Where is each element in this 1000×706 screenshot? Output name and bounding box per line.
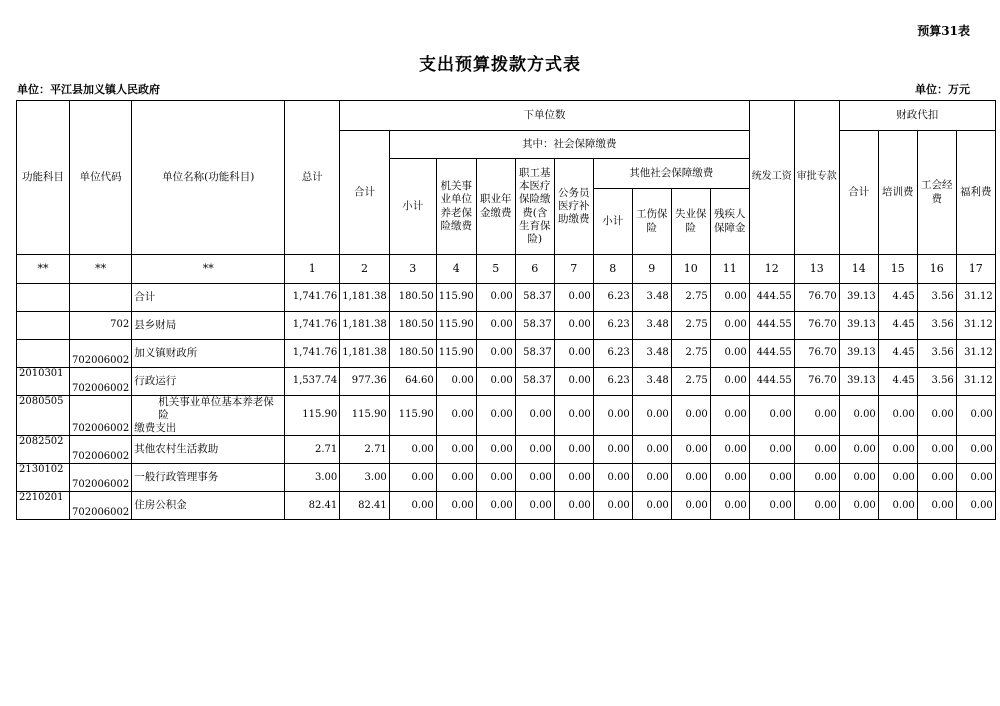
header-welfare: 福利费 — [956, 131, 995, 255]
value-cell: 3.56 — [917, 284, 956, 312]
index-cell: 16 — [917, 255, 956, 284]
header-other-subtotal: 小计 — [593, 189, 632, 255]
value-cell: 444.55 — [749, 340, 794, 368]
value-cell: 115.90 — [340, 396, 390, 436]
unit-label: 单位：平江县加义镇人民政府 — [17, 83, 160, 96]
unit-code-cell: 702006002 — [70, 368, 132, 396]
value-cell: 0.00 — [917, 464, 956, 492]
value-cell: 76.70 — [794, 340, 839, 368]
value-cell: 0.00 — [671, 396, 710, 436]
index-cell: 9 — [632, 255, 671, 284]
value-cell: 1,741.76 — [285, 312, 340, 340]
value-cell: 0.00 — [671, 436, 710, 464]
header-special: 审批专款 — [794, 101, 839, 255]
header-pension: 机关事业单位养老保险缴费 — [436, 159, 476, 255]
value-cell: 0.00 — [749, 436, 794, 464]
value-cell: 2.75 — [671, 284, 710, 312]
index-cell: 3 — [389, 255, 436, 284]
value-cell: 4.45 — [878, 284, 917, 312]
value-cell: 39.13 — [839, 312, 878, 340]
value-cell: 31.12 — [956, 340, 995, 368]
value-cell: 0.00 — [917, 492, 956, 520]
value-cell: 4.45 — [878, 368, 917, 396]
value-cell: 3.48 — [632, 312, 671, 340]
value-cell: 2.71 — [340, 436, 390, 464]
value-cell: 39.13 — [839, 284, 878, 312]
value-cell: 31.12 — [956, 312, 995, 340]
func-subject-cell: 2130102 — [17, 464, 70, 492]
value-cell: 3.48 — [632, 368, 671, 396]
index-cell: 4 — [436, 255, 476, 284]
value-cell: 0.00 — [554, 340, 593, 368]
value-cell: 115.90 — [389, 396, 436, 436]
value-cell: 0.00 — [632, 464, 671, 492]
value-cell: 76.70 — [794, 368, 839, 396]
value-cell: 1,741.76 — [285, 340, 340, 368]
value-cell: 0.00 — [436, 464, 476, 492]
value-cell: 115.90 — [436, 284, 476, 312]
unit-name-cell: 其他农村生活救助 — [132, 436, 285, 464]
header-total: 总计 — [285, 101, 340, 255]
func-subject-cell — [17, 284, 70, 312]
value-cell: 0.00 — [917, 396, 956, 436]
unit-code-cell: 702006002 — [70, 396, 132, 436]
table-row — [17, 396, 996, 436]
value-cell: 0.00 — [476, 464, 515, 492]
value-cell: 0.00 — [389, 492, 436, 520]
value-cell: 1,181.38 — [340, 312, 390, 340]
table-row — [17, 284, 996, 312]
table-row — [17, 368, 996, 396]
value-cell: 0.00 — [710, 312, 749, 340]
value-cell: 0.00 — [554, 492, 593, 520]
index-cell: ** — [17, 255, 70, 284]
value-cell: 180.50 — [389, 284, 436, 312]
value-cell: 3.56 — [917, 340, 956, 368]
value-cell: 115.90 — [436, 312, 476, 340]
value-cell: 3.56 — [917, 312, 956, 340]
value-cell: 0.00 — [476, 368, 515, 396]
value-cell: 0.00 — [436, 396, 476, 436]
value-cell: 0.00 — [632, 492, 671, 520]
value-cell: 2.75 — [671, 340, 710, 368]
value-cell: 31.12 — [956, 368, 995, 396]
value-cell: 6.23 — [593, 368, 632, 396]
index-cell: 2 — [340, 255, 390, 284]
value-cell: 0.00 — [878, 396, 917, 436]
value-cell: 180.50 — [389, 312, 436, 340]
header-disabled: 残疾人保障金 — [710, 189, 749, 255]
func-subject-cell: 2080505 — [17, 396, 70, 436]
value-cell: 0.00 — [794, 436, 839, 464]
value-cell: 0.00 — [593, 396, 632, 436]
value-cell: 180.50 — [389, 340, 436, 368]
value-cell: 76.70 — [794, 284, 839, 312]
value-cell: 0.00 — [710, 340, 749, 368]
value-cell: 0.00 — [632, 396, 671, 436]
value-cell: 0.00 — [878, 436, 917, 464]
header-unit-code: 单位代码 — [70, 101, 132, 255]
index-cell: 7 — [554, 255, 593, 284]
unit-code-cell: 702006002 — [70, 464, 132, 492]
unit-name-line: 缴费支出 — [134, 422, 177, 435]
value-cell: 0.00 — [436, 436, 476, 464]
value-cell: 58.37 — [515, 368, 554, 396]
value-cell: 0.00 — [554, 368, 593, 396]
value-cell: 115.90 — [285, 396, 340, 436]
index-cell: 5 — [476, 255, 515, 284]
value-cell: 0.00 — [476, 396, 515, 436]
header-func-subject: 功能科目 — [17, 101, 70, 255]
page-title: 支出预算拨款方式表 — [419, 55, 581, 75]
value-cell: 3.00 — [340, 464, 390, 492]
value-cell: 0.00 — [917, 436, 956, 464]
value-cell: 3.48 — [632, 340, 671, 368]
value-cell: 0.00 — [839, 436, 878, 464]
value-cell: 0.00 — [554, 464, 593, 492]
value-cell: 0.00 — [671, 464, 710, 492]
value-cell: 31.12 — [956, 284, 995, 312]
unit-name-cell: 县乡财局 — [132, 312, 285, 340]
unit-name-cell: 一般行政管理事务 — [132, 464, 285, 492]
value-cell: 58.37 — [515, 284, 554, 312]
value-cell: 58.37 — [515, 312, 554, 340]
table-number: 预算31表 — [917, 24, 970, 38]
value-cell: 0.00 — [476, 340, 515, 368]
header-injury: 工伤保险 — [632, 189, 671, 255]
value-cell: 0.00 — [515, 436, 554, 464]
value-cell: 0.00 — [749, 464, 794, 492]
budget-table — [16, 100, 996, 520]
table-row — [17, 464, 996, 492]
value-cell: 4.45 — [878, 340, 917, 368]
index-cell: 14 — [839, 255, 878, 284]
value-cell: 0.00 — [436, 368, 476, 396]
value-cell: 444.55 — [749, 284, 794, 312]
value-cell: 1,741.76 — [285, 284, 340, 312]
header-other-social: 其他社会保障缴费 — [593, 159, 749, 189]
index-cell: 8 — [593, 255, 632, 284]
value-cell: 6.23 — [593, 284, 632, 312]
value-cell: 0.00 — [710, 368, 749, 396]
value-cell: 2.71 — [285, 436, 340, 464]
value-cell: 0.00 — [710, 436, 749, 464]
value-cell: 1,181.38 — [340, 284, 390, 312]
value-cell: 0.00 — [554, 284, 593, 312]
value-cell: 3.56 — [917, 368, 956, 396]
value-cell: 0.00 — [515, 464, 554, 492]
value-cell: 0.00 — [593, 464, 632, 492]
value-cell: 0.00 — [389, 464, 436, 492]
value-cell: 0.00 — [515, 396, 554, 436]
index-cell: 17 — [956, 255, 995, 284]
header-union: 工会经费 — [917, 131, 956, 255]
value-cell: 0.00 — [794, 464, 839, 492]
table-row — [17, 436, 996, 464]
value-cell: 0.00 — [749, 396, 794, 436]
value-cell: 0.00 — [956, 436, 995, 464]
func-subject-cell: 2210201 — [17, 492, 70, 520]
value-cell: 0.00 — [710, 492, 749, 520]
func-subject-cell: 2082502 — [17, 436, 70, 464]
unit-name-cell — [132, 396, 285, 436]
value-cell: 82.41 — [340, 492, 390, 520]
index-cell: 10 — [671, 255, 710, 284]
value-cell: 444.55 — [749, 312, 794, 340]
header-unemployment: 失业保险 — [671, 189, 710, 255]
header-lower-units: 下单位数 — [340, 101, 750, 131]
value-cell: 3.00 — [285, 464, 340, 492]
value-cell: 39.13 — [839, 340, 878, 368]
value-cell: 0.00 — [749, 492, 794, 520]
value-cell: 0.00 — [476, 436, 515, 464]
index-cell: 13 — [794, 255, 839, 284]
value-cell: 0.00 — [593, 492, 632, 520]
value-cell: 0.00 — [794, 492, 839, 520]
value-cell: 0.00 — [878, 464, 917, 492]
unit-code-cell: 702 — [70, 312, 132, 340]
value-cell: 4.45 — [878, 312, 917, 340]
value-cell: 0.00 — [878, 492, 917, 520]
header-annuity: 职业年金缴费 — [476, 159, 515, 255]
value-cell: 0.00 — [554, 312, 593, 340]
value-cell: 64.60 — [389, 368, 436, 396]
unit-name-cell: 行政运行 — [132, 368, 285, 396]
header-lower-total: 合计 — [340, 131, 390, 255]
header-subtotal: 小计 — [389, 159, 436, 255]
value-cell: 0.00 — [956, 492, 995, 520]
currency-unit-label: 单位：万元 — [915, 83, 970, 96]
value-cell: 0.00 — [710, 464, 749, 492]
header-medical: 职工基本医疗保险缴费(含生育保险) — [515, 159, 554, 255]
index-cell: 15 — [878, 255, 917, 284]
unit-code-cell — [70, 284, 132, 312]
value-cell: 0.00 — [554, 396, 593, 436]
value-cell: 82.41 — [285, 492, 340, 520]
value-cell: 0.00 — [436, 492, 476, 520]
value-cell: 0.00 — [839, 492, 878, 520]
value-cell: 0.00 — [794, 396, 839, 436]
value-cell: 58.37 — [515, 340, 554, 368]
index-row — [17, 255, 996, 284]
value-cell: 39.13 — [839, 368, 878, 396]
value-cell: 0.00 — [554, 436, 593, 464]
unit-code-cell: 702006002 — [70, 436, 132, 464]
value-cell: 444.55 — [749, 368, 794, 396]
header-fiscal-total: 合计 — [839, 131, 878, 255]
func-subject-cell — [17, 312, 70, 340]
value-cell: 0.00 — [671, 492, 710, 520]
value-cell: 0.00 — [389, 436, 436, 464]
index-cell: ** — [70, 255, 132, 284]
value-cell: 0.00 — [515, 492, 554, 520]
value-cell: 2.75 — [671, 312, 710, 340]
unit-code-cell: 702006002 — [70, 340, 132, 368]
header-wage: 统发工资 — [749, 101, 794, 255]
header-training: 培训费 — [878, 131, 917, 255]
table-row — [17, 340, 996, 368]
unit-name-cell: 合计 — [132, 284, 285, 312]
func-subject-cell — [17, 340, 70, 368]
unit-name-line: 机关事业单位基本养老保险 — [158, 396, 274, 422]
value-cell: 977.36 — [340, 368, 390, 396]
index-cell: 1 — [285, 255, 340, 284]
value-cell: 6.23 — [593, 312, 632, 340]
value-cell: 0.00 — [476, 284, 515, 312]
index-cell: 12 — [749, 255, 794, 284]
unit-name-cell: 住房公积金 — [132, 492, 285, 520]
table-row — [17, 492, 996, 520]
value-cell: 1,181.38 — [340, 340, 390, 368]
table-row — [17, 312, 996, 340]
value-cell: 0.00 — [593, 436, 632, 464]
value-cell: 76.70 — [794, 312, 839, 340]
value-cell: 0.00 — [476, 492, 515, 520]
header-social-security: 其中：社会保障缴费 — [389, 131, 749, 159]
header-fiscal: 财政代扣 — [839, 101, 995, 131]
value-cell: 0.00 — [839, 396, 878, 436]
header-civil-medical: 公务员医疗补助缴费 — [554, 159, 593, 255]
header-unit-name: 单位名称(功能科目) — [132, 101, 285, 255]
value-cell: 0.00 — [956, 396, 995, 436]
func-subject-cell: 2010301 — [17, 368, 70, 396]
value-cell: 3.48 — [632, 284, 671, 312]
value-cell: 6.23 — [593, 340, 632, 368]
index-cell: ** — [132, 255, 285, 284]
index-cell: 11 — [710, 255, 749, 284]
value-cell: 0.00 — [839, 464, 878, 492]
index-cell: 6 — [515, 255, 554, 284]
value-cell: 115.90 — [436, 340, 476, 368]
value-cell: 0.00 — [476, 312, 515, 340]
value-cell: 0.00 — [710, 396, 749, 436]
value-cell: 0.00 — [956, 464, 995, 492]
value-cell: 0.00 — [632, 436, 671, 464]
unit-name-cell: 加义镇财政所 — [132, 340, 285, 368]
value-cell: 1,537.74 — [285, 368, 340, 396]
value-cell: 2.75 — [671, 368, 710, 396]
unit-code-cell: 702006002 — [70, 492, 132, 520]
value-cell: 0.00 — [710, 284, 749, 312]
